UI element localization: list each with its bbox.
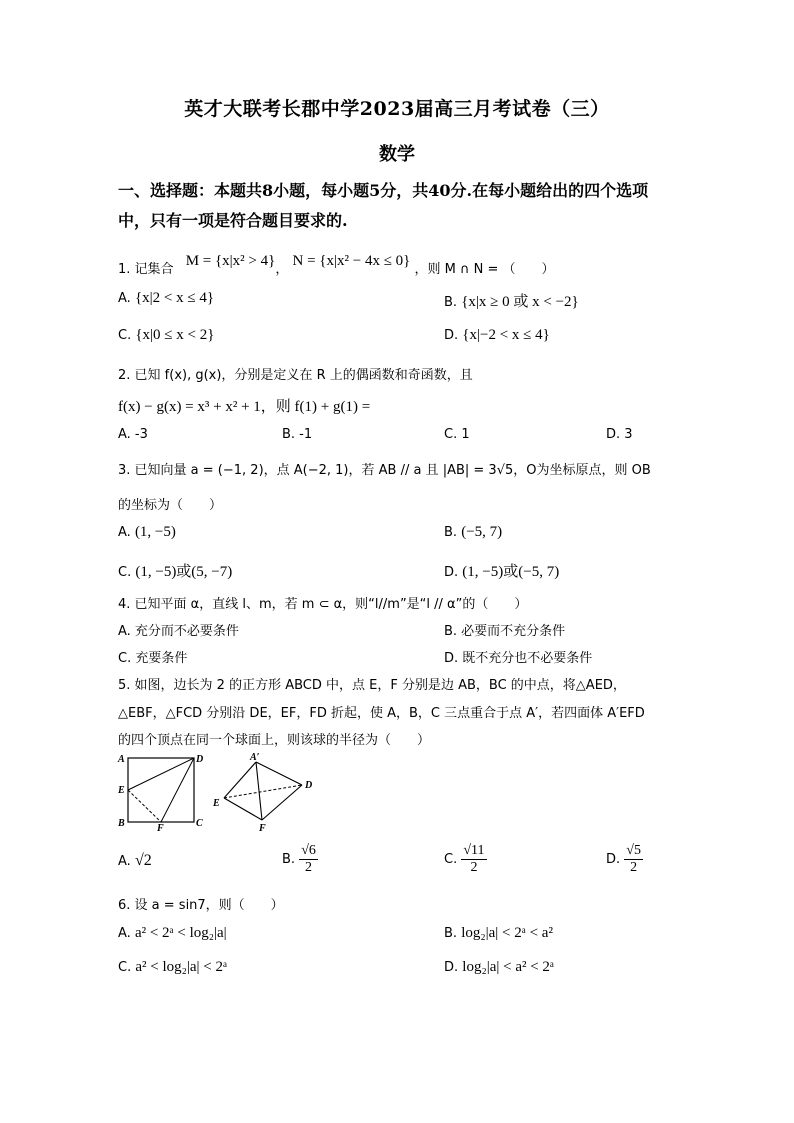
q5-option-a: A. √2 bbox=[118, 852, 152, 869]
fig1-label-a: A bbox=[118, 754, 125, 765]
edge-ad bbox=[256, 762, 302, 785]
q2-option-b: B. -1 bbox=[282, 427, 313, 442]
section-heading-line2: 中，只有一项是符合题目要求的. bbox=[118, 211, 348, 230]
q4-option-d: D. 既不充分也不必要条件 bbox=[444, 651, 593, 666]
question-5-line2: △EBF，△FCD 分别沿 DE，EF，FD 折起，使 A，B，C 三点重合于点 A′，若四面体 A′EFD bbox=[118, 706, 645, 721]
question-5-line1: 5. 如图，边长为 2 的正方形 ABCD 中，点 E，F 分别是边 AB，BC 的中点，将△AED， bbox=[118, 678, 626, 693]
set-n: N = {x|x² − 4x ≤ 0} bbox=[292, 253, 411, 269]
segment-fd bbox=[161, 758, 194, 822]
fig2-label-e: E bbox=[213, 798, 220, 809]
fig1-label-d: D bbox=[196, 754, 204, 765]
q5-option-b: B. $\frac{√6}{2}$ bbox=[282, 843, 316, 875]
fig1-label-f: F bbox=[157, 823, 164, 832]
q1-option-d: D. {x|−2 < x ≤ 4} bbox=[444, 327, 550, 343]
fig2-label-f: F bbox=[259, 823, 266, 834]
q5-option-c: C. $\frac{√11}{2}$ bbox=[444, 843, 485, 875]
question-6-line1: 6. 设 a = sin7，则（ ） bbox=[118, 898, 284, 913]
q2-option-a: A. -3 bbox=[118, 427, 148, 442]
q5-d-fraction: $\frac{√5}{2}$ bbox=[626, 843, 641, 875]
subject-title: 数学 bbox=[379, 144, 415, 165]
fig1-label-e: E bbox=[118, 785, 125, 796]
q4-option-a: A. 充分而不必要条件 bbox=[118, 624, 239, 639]
question-5-line3: 的四个顶点在同一个球面上，则该球的半径为（ ） bbox=[118, 733, 431, 748]
q5-c-fraction: $\frac{√11}{2}$ bbox=[463, 843, 485, 875]
fig2-label-a: A′ bbox=[250, 752, 260, 763]
q5-b-fraction: $\frac{√6}{2}$ bbox=[301, 843, 316, 875]
q3-option-a: A. (1, −5) bbox=[118, 524, 176, 540]
segment-ed bbox=[128, 758, 194, 790]
edge-ae bbox=[224, 762, 256, 798]
fig2-label-d: D bbox=[305, 780, 313, 791]
question-4-line1: 4. 已知平面 α，直线 l、m，若 m ⊂ α，则“l//m”是“l // α”的（ ） bbox=[118, 597, 528, 612]
segment-ef bbox=[128, 790, 161, 822]
question-3-line1: 3. 已知向量 a = (−1, 2)，点 A(−2, 1)，若 AB // a 且 |AB| = 3√5，O为坐标原点，则 OB bbox=[118, 463, 651, 478]
q1-option-c: C. {x|0 ≤ x < 2} bbox=[118, 327, 215, 343]
section-heading-line1: 一、选择题：本题共8小题，每小题5分，共40分.在每小题给出的四个选项 bbox=[118, 181, 649, 200]
figure-tetrahedron bbox=[210, 752, 320, 834]
q5-option-d: D. $\frac{√5}{2}$ bbox=[606, 843, 641, 875]
q1-option-b: B. {x|x ≥ 0 或 x < −2} bbox=[444, 294, 579, 310]
q1-option-a: A. {x|2 < x ≤ 4} bbox=[118, 290, 215, 306]
q3-option-b: B. (−5, 7) bbox=[444, 524, 503, 540]
question-2-line1: 2. 已知 f(x), g(x)，分别是定义在 R 上的偶函数和奇函数，且 bbox=[118, 368, 473, 383]
q6-option-c: C. a² < log₂|a| < 2ᵃ bbox=[118, 959, 228, 975]
question-3-line2: 的坐标为（ ） bbox=[118, 498, 223, 513]
edge-ed-hidden bbox=[224, 785, 302, 798]
fig1-label-b: B bbox=[118, 818, 125, 829]
q3-option-d: D. (1, −5)或(−5, 7) bbox=[444, 564, 560, 580]
question-1-prefix: 1. 记集合 bbox=[118, 262, 174, 277]
q4-option-b: B. 必要而不充分条件 bbox=[444, 624, 566, 639]
question-1-suffix: ，则 M ∩ N = （ ） bbox=[414, 262, 555, 277]
q6-option-a: A. a² < 2ᵃ < log₂|a| bbox=[118, 925, 227, 941]
set-m: M = {x|x² > 4} bbox=[185, 253, 276, 269]
figure-square-abcd bbox=[116, 752, 206, 832]
q4-option-c: C. 充要条件 bbox=[118, 651, 188, 666]
q2-option-d: D. 3 bbox=[606, 427, 633, 442]
q3-option-c: C. (1, −5)或(5, −7) bbox=[118, 564, 233, 580]
square-outline bbox=[128, 758, 194, 822]
edge-af bbox=[256, 762, 262, 820]
q6-option-d: D. log₂|a| < a² < 2ᵃ bbox=[444, 959, 555, 975]
fig1-label-c: C bbox=[196, 818, 203, 829]
q2-option-c: C. 1 bbox=[444, 427, 470, 442]
question-1-stem: 1. 记集合 M = {x|x² > 4}， N = {x|x² − 4x ≤ 0} ，则 M ∩ N = （ ） bbox=[118, 253, 555, 277]
edge-ef bbox=[224, 798, 262, 820]
q6-option-b: B. log₂|a| < 2ᵃ < a² bbox=[444, 925, 553, 941]
question-2-line2: f(x) − g(x) = x³ + x² + 1，则 f(1) + g(1) = bbox=[118, 399, 371, 415]
edge-fd bbox=[262, 785, 302, 820]
page-title: 英才大联考长郡中学2023届高三月考试卷（三） bbox=[184, 98, 610, 120]
